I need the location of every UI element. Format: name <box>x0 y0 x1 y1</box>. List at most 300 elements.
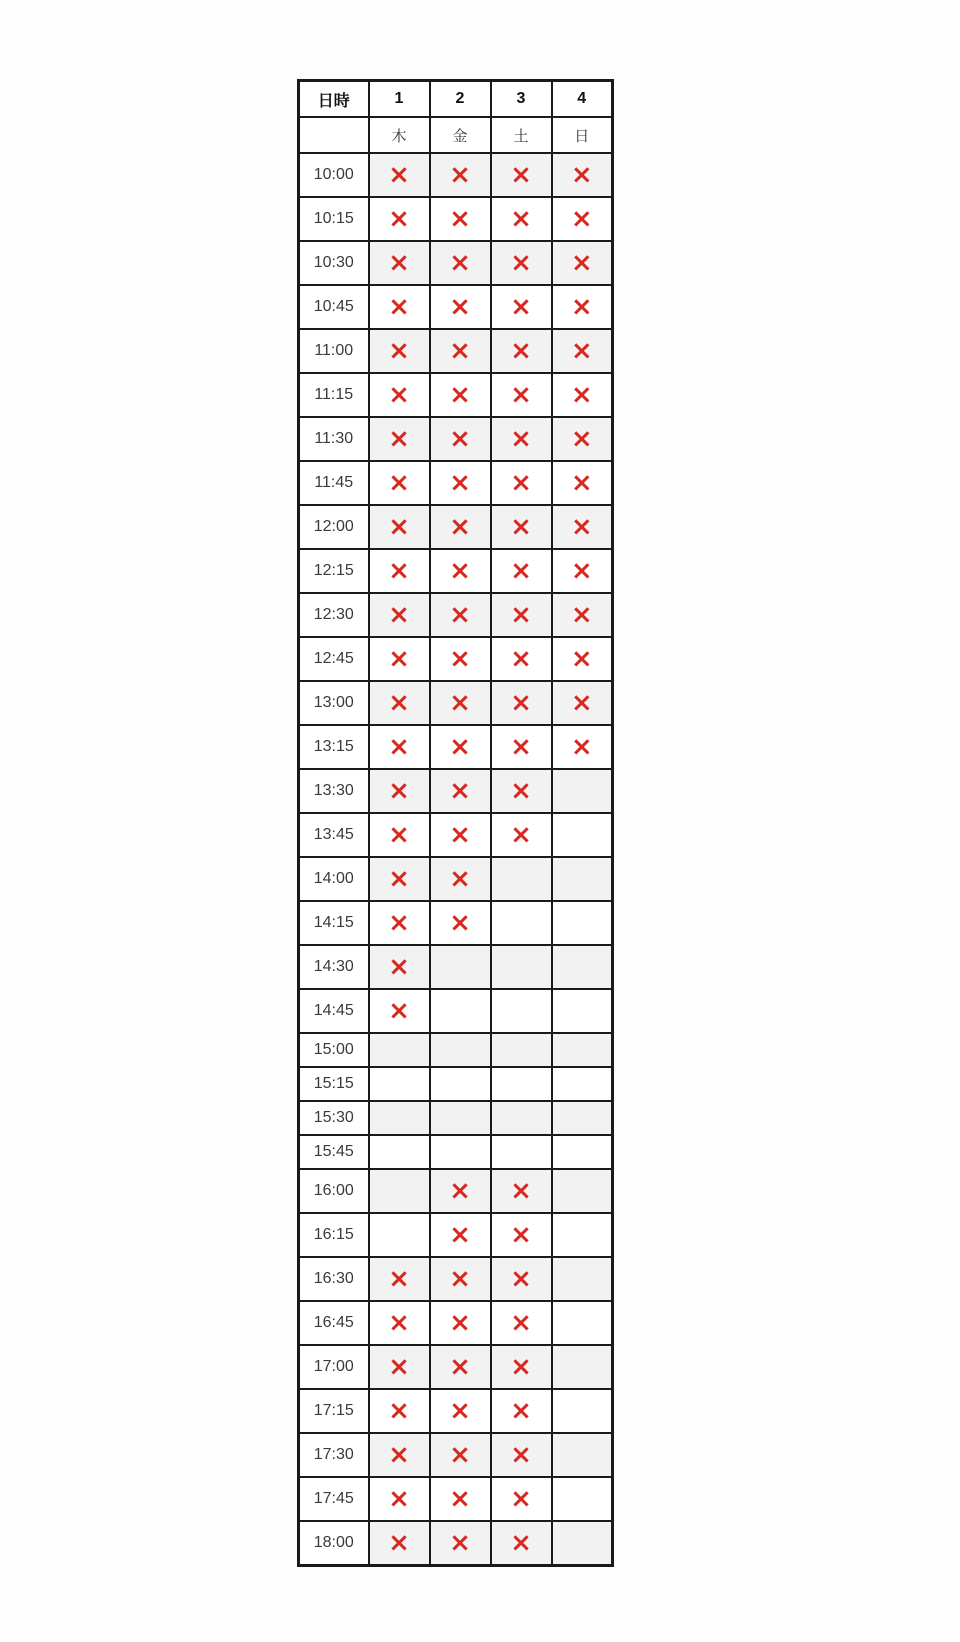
unavailable-cross-icon: × <box>570 380 593 410</box>
available-slot-cell[interactable] <box>430 1067 491 1101</box>
unavailable-cross-icon: × <box>510 556 532 586</box>
available-slot-cell[interactable] <box>491 1033 552 1067</box>
unavailable-cross-icon: × <box>388 776 410 806</box>
time-label: 16:30 <box>299 1257 369 1301</box>
unavailable-slot-cell <box>491 593 552 637</box>
unavailable-cross-icon: × <box>388 204 410 234</box>
unavailable-cross-icon: × <box>388 600 410 630</box>
unavailable-cross-icon: × <box>388 1308 410 1338</box>
time-slot-row <box>299 681 613 725</box>
time-slot-row <box>299 593 613 637</box>
unavailable-slot-cell <box>552 329 613 373</box>
unavailable-cross-icon: × <box>449 1308 471 1338</box>
unavailable-cross-icon: × <box>449 204 471 234</box>
time-label: 12:00 <box>299 505 369 549</box>
unavailable-slot-cell <box>430 1169 491 1213</box>
unavailable-slot-cell <box>430 1213 491 1257</box>
unavailable-slot-cell <box>491 1521 552 1566</box>
unavailable-cross-icon: × <box>449 512 471 542</box>
time-slot-row <box>299 989 613 1033</box>
unavailable-slot-cell <box>491 285 552 329</box>
unavailable-cross-icon: × <box>449 556 471 586</box>
time-slot-row <box>299 285 613 329</box>
time-slot-row <box>299 1521 613 1566</box>
unavailable-cross-icon: × <box>388 1264 410 1294</box>
time-label: 13:00 <box>299 681 369 725</box>
unavailable-cross-icon: × <box>449 908 471 938</box>
available-slot-cell[interactable] <box>491 1067 552 1101</box>
unavailable-cross-icon: × <box>510 1220 532 1250</box>
unavailable-slot-cell <box>369 153 430 197</box>
day-header-4: 4 <box>552 81 613 118</box>
unavailable-slot-cell <box>369 1389 430 1433</box>
unavailable-slot-cell <box>369 417 430 461</box>
unavailable-cross-icon: × <box>449 600 471 630</box>
unavailable-cross-icon: × <box>510 380 532 410</box>
unavailable-slot-cell <box>491 1169 552 1213</box>
time-slot-body <box>299 153 613 1566</box>
unavailable-cross-icon: × <box>449 1352 471 1382</box>
unavailable-cross-icon: × <box>449 688 471 718</box>
available-slot-cell[interactable] <box>552 1213 613 1257</box>
time-label: 14:45 <box>299 989 369 1033</box>
unavailable-slot-cell <box>491 153 552 197</box>
unavailable-cross-icon: × <box>570 204 593 234</box>
unavailable-slot-cell <box>430 1389 491 1433</box>
unavailable-slot-cell <box>491 241 552 285</box>
available-slot-cell[interactable] <box>552 1067 613 1101</box>
available-slot-cell[interactable] <box>491 857 552 901</box>
unavailable-cross-icon: × <box>388 336 410 366</box>
available-slot-cell[interactable] <box>552 769 613 813</box>
unavailable-slot-cell <box>430 1433 491 1477</box>
unavailable-slot-cell <box>491 1433 552 1477</box>
time-slot-row <box>299 197 613 241</box>
time-slot-row <box>299 901 613 945</box>
available-slot-cell[interactable] <box>552 1257 613 1301</box>
time-label: 11:30 <box>299 417 369 461</box>
unavailable-cross-icon: × <box>388 908 410 938</box>
unavailable-slot-cell <box>491 1477 552 1521</box>
unavailable-slot-cell <box>430 373 491 417</box>
available-slot-cell[interactable] <box>430 989 491 1033</box>
time-slot-row <box>299 1257 613 1301</box>
unavailable-slot-cell <box>552 549 613 593</box>
unavailable-cross-icon: × <box>449 1396 471 1426</box>
unavailable-cross-icon: × <box>449 776 471 806</box>
unavailable-cross-icon: × <box>510 1176 532 1206</box>
time-slot-row <box>299 1033 613 1067</box>
unavailable-cross-icon: × <box>570 336 593 366</box>
unavailable-slot-cell <box>491 549 552 593</box>
unavailable-cross-icon: × <box>388 864 410 894</box>
unavailable-slot-cell <box>430 1521 491 1566</box>
unavailable-slot-cell <box>552 681 613 725</box>
unavailable-slot-cell <box>552 505 613 549</box>
time-slot-row <box>299 945 613 989</box>
unavailable-slot-cell <box>430 769 491 813</box>
unavailable-slot-cell <box>552 461 613 505</box>
available-slot-cell[interactable] <box>552 1101 613 1135</box>
weekday-header-row <box>299 117 613 153</box>
unavailable-cross-icon: × <box>510 512 532 542</box>
unavailable-cross-icon: × <box>570 600 593 630</box>
time-label: 11:00 <box>299 329 369 373</box>
unavailable-cross-icon: × <box>449 248 471 278</box>
unavailable-cross-icon: × <box>388 512 410 542</box>
unavailable-cross-icon: × <box>510 160 532 190</box>
unavailable-slot-cell <box>491 417 552 461</box>
unavailable-cross-icon: × <box>449 1220 471 1250</box>
schedule-container <box>297 79 614 1567</box>
unavailable-cross-icon: × <box>510 1440 532 1470</box>
available-slot-cell[interactable] <box>491 1135 552 1169</box>
unavailable-slot-cell <box>491 373 552 417</box>
time-label: 10:45 <box>299 285 369 329</box>
unavailable-slot-cell <box>491 813 552 857</box>
unavailable-cross-icon: × <box>388 380 410 410</box>
unavailable-cross-icon: × <box>510 424 532 454</box>
unavailable-slot-cell <box>430 505 491 549</box>
time-slot-row <box>299 857 613 901</box>
available-slot-cell[interactable] <box>552 1477 613 1521</box>
unavailable-slot-cell <box>491 681 552 725</box>
weekday-label-2: 金 <box>430 117 491 153</box>
unavailable-cross-icon: × <box>449 160 471 190</box>
unavailable-cross-icon: × <box>510 732 532 762</box>
available-slot-cell[interactable] <box>369 1033 430 1067</box>
unavailable-slot-cell <box>369 329 430 373</box>
time-slot-row <box>299 241 613 285</box>
unavailable-slot-cell <box>552 241 613 285</box>
unavailable-slot-cell <box>430 901 491 945</box>
unavailable-cross-icon: × <box>388 820 410 850</box>
time-label: 12:45 <box>299 637 369 681</box>
time-label: 15:15 <box>299 1067 369 1101</box>
unavailable-cross-icon: × <box>570 248 593 278</box>
available-slot-cell[interactable] <box>369 1169 430 1213</box>
unavailable-cross-icon: × <box>449 292 471 322</box>
unavailable-cross-icon: × <box>388 1396 410 1426</box>
unavailable-slot-cell <box>369 461 430 505</box>
unavailable-slot-cell <box>491 1213 552 1257</box>
unavailable-cross-icon: × <box>510 248 532 278</box>
time-label: 18:00 <box>299 1521 369 1566</box>
available-slot-cell[interactable] <box>552 1301 613 1345</box>
unavailable-slot-cell <box>430 725 491 769</box>
available-slot-cell[interactable] <box>369 1135 430 1169</box>
available-slot-cell[interactable] <box>491 901 552 945</box>
unavailable-cross-icon: × <box>449 1440 471 1470</box>
unavailable-slot-cell <box>552 373 613 417</box>
unavailable-cross-icon: × <box>570 512 593 542</box>
unavailable-cross-icon: × <box>570 292 593 322</box>
available-slot-cell[interactable] <box>430 1033 491 1067</box>
unavailable-slot-cell <box>491 725 552 769</box>
weekday-label-1: 木 <box>369 117 430 153</box>
unavailable-slot-cell <box>430 637 491 681</box>
unavailable-cross-icon: × <box>449 424 471 454</box>
unavailable-cross-icon: × <box>449 1176 471 1206</box>
unavailable-slot-cell <box>552 725 613 769</box>
unavailable-slot-cell <box>369 1345 430 1389</box>
available-slot-cell[interactable] <box>552 1521 613 1566</box>
available-slot-cell[interactable] <box>552 1389 613 1433</box>
time-slot-row <box>299 1067 613 1101</box>
unavailable-slot-cell <box>369 989 430 1033</box>
unavailable-cross-icon: × <box>388 556 410 586</box>
unavailable-slot-cell <box>430 153 491 197</box>
unavailable-cross-icon: × <box>388 1528 410 1558</box>
available-slot-cell[interactable] <box>491 1101 552 1135</box>
unavailable-slot-cell <box>369 1521 430 1566</box>
day-header-2: 2 <box>430 81 491 118</box>
available-slot-cell[interactable] <box>552 901 613 945</box>
time-slot-row <box>299 549 613 593</box>
available-slot-cell[interactable] <box>552 857 613 901</box>
unavailable-slot-cell <box>369 1257 430 1301</box>
time-slot-row <box>299 769 613 813</box>
unavailable-slot-cell <box>552 153 613 197</box>
time-label: 12:30 <box>299 593 369 637</box>
unavailable-slot-cell <box>491 1345 552 1389</box>
unavailable-cross-icon: × <box>570 688 593 718</box>
time-label: 11:15 <box>299 373 369 417</box>
available-slot-cell[interactable] <box>369 1067 430 1101</box>
unavailable-slot-cell <box>369 1301 430 1345</box>
time-label: 17:00 <box>299 1345 369 1389</box>
time-label: 17:45 <box>299 1477 369 1521</box>
unavailable-cross-icon: × <box>388 248 410 278</box>
unavailable-slot-cell <box>369 945 430 989</box>
available-slot-cell[interactable] <box>552 1135 613 1169</box>
unavailable-slot-cell <box>369 373 430 417</box>
unavailable-slot-cell <box>491 461 552 505</box>
unavailable-cross-icon: × <box>388 424 410 454</box>
time-label: 17:30 <box>299 1433 369 1477</box>
unavailable-cross-icon: × <box>510 1308 532 1338</box>
unavailable-slot-cell <box>491 329 552 373</box>
time-label: 14:00 <box>299 857 369 901</box>
unavailable-cross-icon: × <box>449 732 471 762</box>
unavailable-slot-cell <box>430 461 491 505</box>
time-label: 13:45 <box>299 813 369 857</box>
weekday-corner <box>299 117 369 153</box>
unavailable-cross-icon: × <box>510 1484 532 1514</box>
unavailable-slot-cell <box>430 329 491 373</box>
unavailable-slot-cell <box>552 197 613 241</box>
time-label: 15:30 <box>299 1101 369 1135</box>
unavailable-slot-cell <box>552 593 613 637</box>
unavailable-slot-cell <box>430 813 491 857</box>
unavailable-cross-icon: × <box>388 952 410 982</box>
time-label: 16:00 <box>299 1169 369 1213</box>
unavailable-cross-icon: × <box>388 688 410 718</box>
unavailable-cross-icon: × <box>449 468 471 498</box>
unavailable-slot-cell <box>369 197 430 241</box>
time-label: 10:00 <box>299 153 369 197</box>
unavailable-slot-cell <box>369 1433 430 1477</box>
available-slot-cell[interactable] <box>491 989 552 1033</box>
available-slot-cell[interactable] <box>430 945 491 989</box>
time-slot-row <box>299 1101 613 1135</box>
available-slot-cell[interactable] <box>491 945 552 989</box>
unavailable-cross-icon: × <box>388 160 410 190</box>
unavailable-cross-icon: × <box>449 644 471 674</box>
unavailable-cross-icon: × <box>449 820 471 850</box>
time-label: 15:00 <box>299 1033 369 1067</box>
unavailable-cross-icon: × <box>449 380 471 410</box>
available-slot-cell[interactable] <box>552 1433 613 1477</box>
available-slot-cell[interactable] <box>552 989 613 1033</box>
available-slot-cell[interactable] <box>430 1135 491 1169</box>
unavailable-cross-icon: × <box>570 468 593 498</box>
available-slot-cell[interactable] <box>552 1345 613 1389</box>
unavailable-slot-cell <box>369 901 430 945</box>
unavailable-cross-icon: × <box>510 1528 532 1558</box>
unavailable-cross-icon: × <box>388 996 410 1026</box>
time-label: 13:30 <box>299 769 369 813</box>
unavailable-cross-icon: × <box>510 1396 532 1426</box>
unavailable-slot-cell <box>369 681 430 725</box>
time-slot-row <box>299 505 613 549</box>
unavailable-cross-icon: × <box>388 1352 410 1382</box>
unavailable-cross-icon: × <box>570 732 593 762</box>
unavailable-cross-icon: × <box>510 600 532 630</box>
time-label: 14:30 <box>299 945 369 989</box>
weekday-label-4: 日 <box>552 117 613 153</box>
day-number-header-row <box>299 81 613 118</box>
available-slot-cell[interactable] <box>552 1169 613 1213</box>
unavailable-cross-icon: × <box>388 1440 410 1470</box>
unavailable-cross-icon: × <box>510 292 532 322</box>
unavailable-slot-cell <box>369 505 430 549</box>
unavailable-slot-cell <box>369 857 430 901</box>
time-slot-row <box>299 1389 613 1433</box>
time-label: 16:45 <box>299 1301 369 1345</box>
schedule-table <box>297 79 614 1567</box>
time-label: 17:15 <box>299 1389 369 1433</box>
unavailable-cross-icon: × <box>510 688 532 718</box>
unavailable-slot-cell <box>552 417 613 461</box>
available-slot-cell[interactable] <box>552 1033 613 1067</box>
time-slot-row <box>299 1477 613 1521</box>
time-slot-row <box>299 1433 613 1477</box>
time-slot-row <box>299 373 613 417</box>
available-slot-cell[interactable] <box>430 1101 491 1135</box>
time-label: 16:15 <box>299 1213 369 1257</box>
unavailable-cross-icon: × <box>570 556 593 586</box>
unavailable-slot-cell <box>430 285 491 329</box>
unavailable-cross-icon: × <box>388 292 410 322</box>
unavailable-cross-icon: × <box>449 336 471 366</box>
time-label: 10:30 <box>299 241 369 285</box>
unavailable-slot-cell <box>430 549 491 593</box>
unavailable-slot-cell <box>430 593 491 637</box>
unavailable-cross-icon: × <box>388 1484 410 1514</box>
unavailable-cross-icon: × <box>510 1264 532 1294</box>
unavailable-cross-icon: × <box>510 776 532 806</box>
time-label: 10:15 <box>299 197 369 241</box>
unavailable-slot-cell <box>369 241 430 285</box>
unavailable-slot-cell <box>491 1301 552 1345</box>
unavailable-slot-cell <box>552 637 613 681</box>
unavailable-slot-cell <box>369 593 430 637</box>
unavailable-cross-icon: × <box>570 160 593 190</box>
unavailable-slot-cell <box>369 725 430 769</box>
available-slot-cell[interactable] <box>369 1213 430 1257</box>
unavailable-cross-icon: × <box>388 644 410 674</box>
unavailable-slot-cell <box>430 241 491 285</box>
time-label: 11:45 <box>299 461 369 505</box>
time-slot-row <box>299 1345 613 1389</box>
unavailable-cross-icon: × <box>449 1264 471 1294</box>
corner-header: 日時 <box>299 81 369 118</box>
unavailable-cross-icon: × <box>510 336 532 366</box>
time-slot-row <box>299 1135 613 1169</box>
unavailable-slot-cell <box>430 1345 491 1389</box>
time-label: 13:15 <box>299 725 369 769</box>
unavailable-cross-icon: × <box>388 468 410 498</box>
unavailable-slot-cell <box>369 813 430 857</box>
day-header-3: 3 <box>491 81 552 118</box>
unavailable-slot-cell <box>369 637 430 681</box>
time-slot-row <box>299 1169 613 1213</box>
time-slot-row <box>299 329 613 373</box>
unavailable-slot-cell <box>491 505 552 549</box>
unavailable-cross-icon: × <box>449 864 471 894</box>
available-slot-cell[interactable] <box>552 945 613 989</box>
available-slot-cell[interactable] <box>552 813 613 857</box>
unavailable-slot-cell <box>369 285 430 329</box>
unavailable-cross-icon: × <box>510 820 532 850</box>
unavailable-cross-icon: × <box>510 204 532 234</box>
unavailable-cross-icon: × <box>510 644 532 674</box>
unavailable-cross-icon: × <box>449 1528 471 1558</box>
unavailable-cross-icon: × <box>449 1484 471 1514</box>
unavailable-slot-cell <box>491 769 552 813</box>
unavailable-slot-cell <box>552 285 613 329</box>
time-slot-row <box>299 637 613 681</box>
time-slot-row <box>299 1301 613 1345</box>
available-slot-cell[interactable] <box>369 1101 430 1135</box>
time-label: 14:15 <box>299 901 369 945</box>
unavailable-slot-cell <box>369 769 430 813</box>
weekday-label-3: 土 <box>491 117 552 153</box>
unavailable-slot-cell <box>491 197 552 241</box>
time-slot-row <box>299 813 613 857</box>
unavailable-slot-cell <box>430 1477 491 1521</box>
day-header-1: 1 <box>369 81 430 118</box>
unavailable-slot-cell <box>430 1257 491 1301</box>
unavailable-slot-cell <box>369 1477 430 1521</box>
unavailable-slot-cell <box>430 1301 491 1345</box>
time-label: 12:15 <box>299 549 369 593</box>
unavailable-slot-cell <box>430 681 491 725</box>
unavailable-cross-icon: × <box>510 1352 532 1382</box>
unavailable-cross-icon: × <box>570 424 593 454</box>
unavailable-cross-icon: × <box>570 644 593 674</box>
time-slot-row <box>299 417 613 461</box>
time-label: 15:45 <box>299 1135 369 1169</box>
time-slot-row <box>299 1213 613 1257</box>
unavailable-cross-icon: × <box>510 468 532 498</box>
unavailable-slot-cell <box>491 637 552 681</box>
unavailable-slot-cell <box>491 1389 552 1433</box>
unavailable-cross-icon: × <box>388 732 410 762</box>
unavailable-slot-cell <box>491 1257 552 1301</box>
time-slot-row <box>299 153 613 197</box>
